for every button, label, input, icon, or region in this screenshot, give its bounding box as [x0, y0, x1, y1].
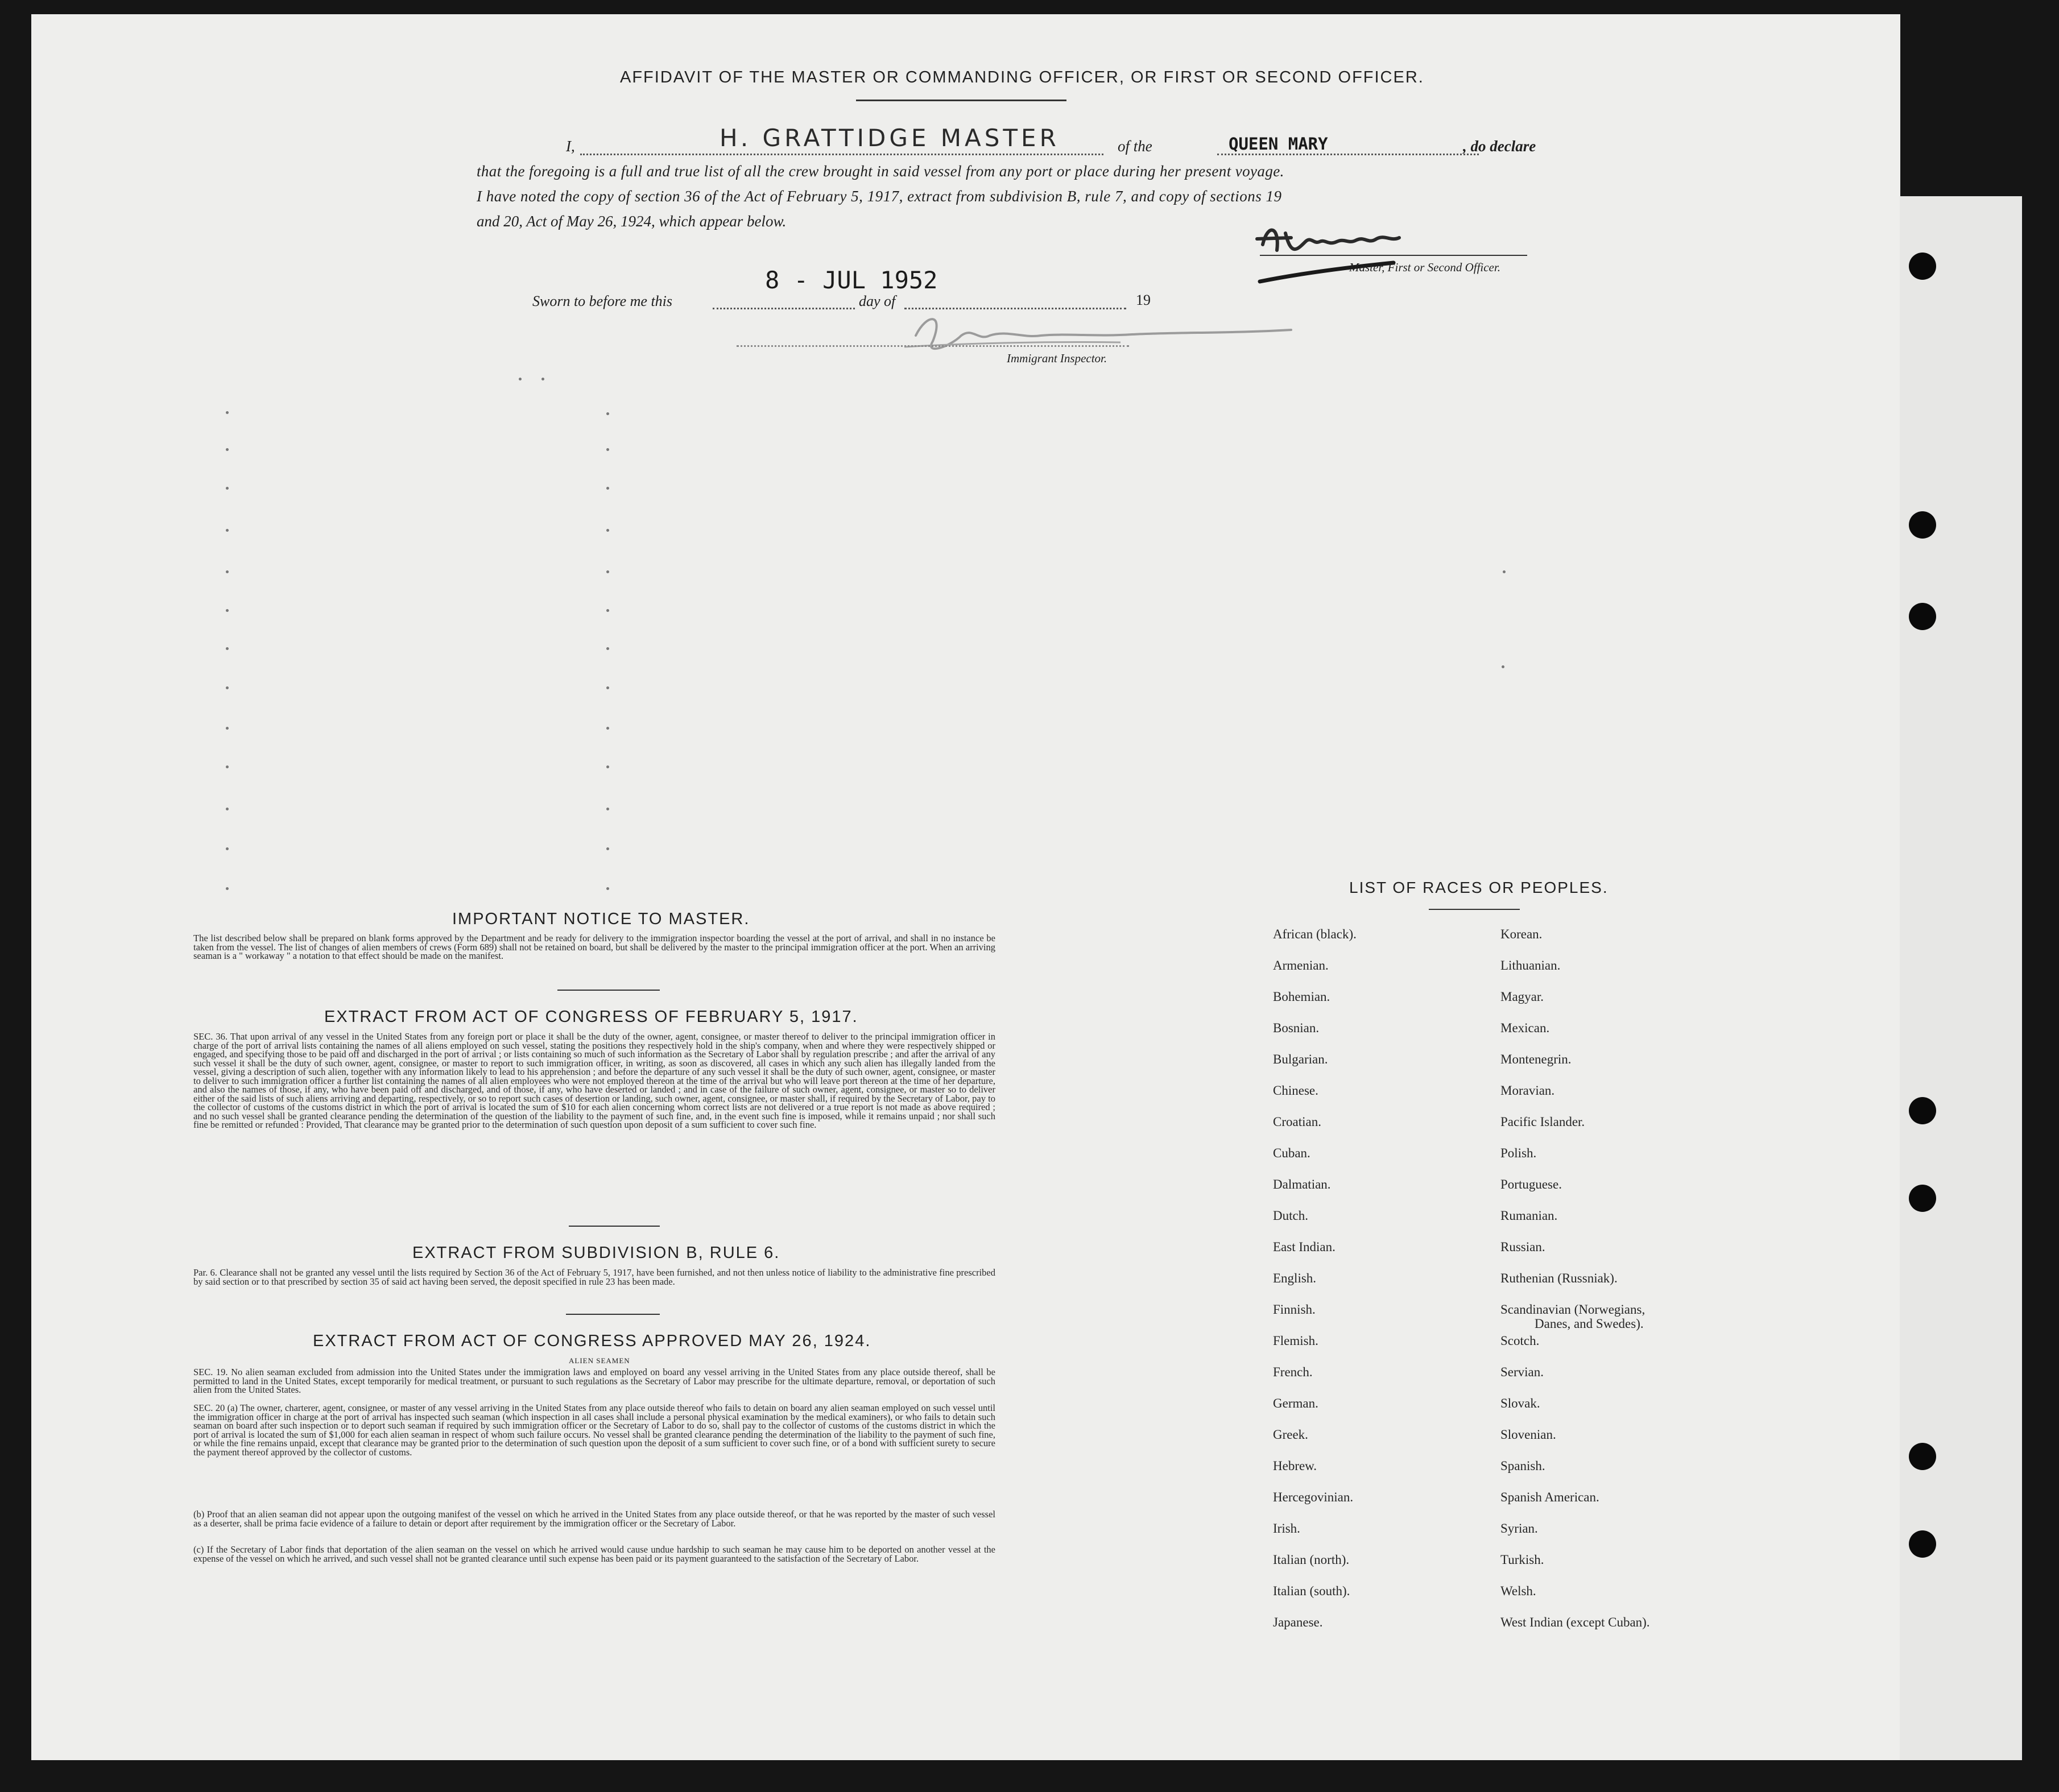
dot-mark [606, 487, 609, 490]
binder-hole [1909, 1185, 1936, 1212]
notice-title: IMPORTANT NOTICE TO MASTER. [452, 910, 750, 928]
race-item: Finnish. [1273, 1302, 1316, 1317]
vessel-name-stamp: QUEEN MARY [1229, 134, 1328, 154]
dot-mark [541, 378, 544, 380]
race-item: Bohemian. [1273, 990, 1330, 1004]
race-item: Italian (south). [1273, 1584, 1350, 1598]
race-item: Montenegrin. [1500, 1052, 1572, 1066]
race-item: Welsh. [1500, 1584, 1536, 1598]
race-item: Ruthenian (Russniak). [1500, 1271, 1618, 1285]
dot-mark [226, 411, 229, 414]
race-item: French. [1273, 1365, 1313, 1379]
race-item: Italian (north). [1273, 1553, 1350, 1567]
affidavit-line-3: I have noted the copy of section 36 of the Act of February 5, 1917, extract from subdivision B, rule 7, and copy of sections 19 [477, 188, 1282, 205]
date-stamp: 8 - JUL 1952 [765, 266, 938, 294]
extract-1924-sec19: SEC. 19. No alien seaman excluded from admission into the United States under the immigration laws and employed on board any vessel arriving in the United States from any place outside thereof, shall be permitted to land in the United States, except temporarily for medical treatment, or pursuant to such regulations as the Secretary of Labor may prescribe for the ultimate departure, removal, or deportation of such alien from the United States. [193, 1367, 995, 1395]
master-signature [1251, 210, 1445, 290]
dot-mark [226, 529, 229, 532]
rule-6-title: EXTRACT FROM SUBDIVISION B, RULE 6. [412, 1244, 780, 1262]
dot-mark [226, 448, 229, 451]
divider [566, 1314, 660, 1315]
year-prefix: 19 [1136, 292, 1151, 308]
dot-mark [1502, 665, 1504, 668]
inspector-caption: Immigrant Inspector. [1007, 351, 1107, 365]
binder-hole [1909, 1097, 1936, 1124]
race-item: English. [1273, 1271, 1317, 1285]
extract-1917-text: SEC. 36. That upon arrival of any vessel in the United States from any foreign port or place it shall be the duty of the owner, agent, consignee, or master thereof to deliver to the principal immigration officer in charge of the port of arrival lists containing the names of all aliens employed on such vessel, stating the positions they respectively hold in the ship's company, when and where they were respectively shipped or engaged, and specifying those to be paid off and discharged in the port of arrival ; or lists containing so much of such information as the Secretary of Labor shall by regulation prescribe ; and after the arrival of any such vessel it shall be the duty of such owner, agent, consignee, or master to report to such immigration officer, in writing, as soon as discovered, all cases in which any such alien has illegally landed from the vessel, giving a description of such alien, together with any information likely to lead to his apprehension ; and before the departure of any such vessel it shall be the duty of such owner, agent, consignee, or master to deliver to such immigration officer a further list containing the names of all alien employees who were not employed thereon at the time of the arrival but who will leave port thereon at the time of her departure, and also the names of those, if any, who have been paid off and discharged, and of those, if any, who have deserted or landed ; and in case of the failure of such owner, agent, consignee, or master so to deliver either of the said lists of such aliens arriving and departing, respectively, or so to report such cases of desertion or landing, such owner, agent, consignee, or master shall, if required by the Secretary of Labor, pay to the collector of customs of the customs district in which the port of arrival is located the sum of $10 for each alien concerning whom correct lists are not delivered or a true report is not made as above required ; and no such vessel shall be granted clearance pending the determination of the question of the liability to the payment of such fine, and, in the event such fine is imposed, while it remains unpaid ; nor shall such fine be remitted or refunded : Provided, That clearance may be granted prior to the determination of such question upon deposit of a sum sufficient to cover such fine. [193, 1031, 995, 1130]
notice-text: The list described below shall be prepared on blank forms approved by the Department and be ready for delivery to the immigration inspector boarding the vessel at the port of arrival, and shall in no instance be taken from the vessel. The list of changes of alien members of crews (Form 689) shall not be retained on board, but shall be delivered by the master to the principal immigration officer at the port. When an arriving seaman is a " workaway " a notation to that effect should be made on the manifest. [193, 933, 995, 961]
dot-mark [606, 412, 609, 415]
extract-1924-sec20b: (b) Proof that an alien seaman did not appear upon the outgoing manifest of the vessel on which he arrived in the United States from any place outside thereof, or that he was reported by the master of such vessel as a deserter, shall be prima facie evidence of a failure to detain or deport after requirement by the immigration officer or the Secretary of Labor. [193, 1509, 995, 1529]
extract-1924-sec20a: SEC. 20 (a) The owner, charterer, agent, consignee, or master of any vessel arriving in the United States from any place outside thereof who fails to detain on board any alien seaman employed on such vessel until the immigration officer in charge at the port of arrival has inspected such seaman (which inspection in all cases shall include a personal physical examination by the medical examiners), or who fails to detain such seaman on board after such inspection or to deport such seaman if required by such immigration officer or the Secretary of Labor to do so, shall pay to the collector of customs of the customs district in which the port of arrival is located the sum of $1,000 for each alien seaman in respect of whom such failure occurs. No vessel shall be granted clearance pending the determination of the liability to the payment of such fine, or while the fine remains unpaid, except that clearance may be granted prior to the determination of such question upon the deposit of a sum sufficient to cover such fine, or of a bond with sufficient surety to secure the payment thereof approved by the collector of customs. [193, 1402, 995, 1458]
race-item: German. [1273, 1396, 1318, 1410]
race-item: Slovenian. [1500, 1427, 1556, 1442]
master-caption: Master, First or Second Officer. [1349, 260, 1500, 274]
vessel-name-line [1217, 154, 1479, 155]
race-item: Dalmatian. [1273, 1177, 1331, 1191]
races-title: LIST OF RACES OR PEOPLES. [1349, 879, 1609, 896]
binder-tab-edge [1900, 196, 2022, 1760]
race-item-continuation: Danes, and Swedes). [1535, 1317, 1644, 1331]
title-underline [856, 100, 1066, 101]
race-item: West Indian (except Cuban). [1500, 1615, 1650, 1629]
race-item: Scandinavian (Norwegians, [1500, 1302, 1645, 1317]
rule-6-text: Par. 6. Clearance shall not be granted any vessel until the lists required by Section 36 of the Act of February 5, 1917, have been furnished, and not then unless notice of liability to the administrative fine prescribed by said section or to that prescribed by section 35 of said act having been served, the deposit specified in rule 23 has been made. [193, 1267, 995, 1287]
race-item: Chinese. [1273, 1083, 1318, 1098]
dot-mark [606, 570, 609, 573]
race-item: Turkish. [1500, 1553, 1544, 1567]
race-item: Moravian. [1500, 1083, 1555, 1098]
dot-mark [606, 765, 609, 768]
race-item: Bulgarian. [1273, 1052, 1328, 1066]
dot-mark [226, 570, 229, 573]
dot-mark [519, 378, 522, 380]
master-name-handwritten: H. GRATTIDGE MASTER [720, 124, 1060, 152]
binder-hole [1909, 603, 1936, 630]
inspector-signature-line [737, 345, 1129, 347]
master-name-line [580, 154, 1103, 155]
race-item: Portuguese. [1500, 1177, 1562, 1191]
race-item: Polish. [1500, 1146, 1537, 1160]
binder-hole [1909, 1443, 1936, 1470]
dot-mark [226, 727, 229, 730]
alien-seamen-subtitle: ALIEN SEAMEN [569, 1356, 630, 1365]
affidavit-line-2: that the foregoing is a full and true list of all the crew brought in said vessel from any port or place during her present voyage. [477, 163, 1284, 180]
race-item: Russian. [1500, 1240, 1545, 1254]
dot-mark [606, 686, 609, 689]
binder-hole [1909, 511, 1936, 539]
race-item: Flemish. [1273, 1334, 1318, 1348]
divider [569, 1226, 660, 1227]
race-item: Servian. [1500, 1365, 1544, 1379]
dot-mark [226, 686, 229, 689]
dot-mark [1503, 570, 1506, 573]
dot-mark [606, 529, 609, 532]
race-item: Croatian. [1273, 1115, 1321, 1129]
race-item: Korean. [1500, 927, 1543, 941]
dot-mark [606, 609, 609, 612]
affidavit-line-4: and 20, Act of May 26, 1924, which appear below. [477, 213, 787, 230]
race-item: Spanish American. [1500, 1490, 1599, 1504]
race-item: Dutch. [1273, 1209, 1308, 1223]
dot-mark [606, 847, 609, 850]
race-item: Japanese. [1273, 1615, 1323, 1629]
race-item: Armenian. [1273, 958, 1329, 972]
race-item: Spanish. [1500, 1459, 1545, 1473]
manifest-page [31, 14, 1900, 1760]
i-label: I, [566, 138, 575, 155]
master-signature-line [1260, 255, 1527, 256]
race-item: Mexican. [1500, 1021, 1550, 1035]
affidavit-title: AFFIDAVIT OF THE MASTER OR COMMANDING OFFICER, OR FIRST OR SECOND OFFICER. [620, 68, 1424, 86]
dot-mark [226, 765, 229, 768]
race-item: Greek. [1273, 1427, 1308, 1442]
dot-mark [226, 487, 229, 490]
dot-mark [606, 647, 609, 650]
sworn-day-line [713, 308, 855, 309]
day-of-label: day of [859, 293, 896, 309]
sworn-label: Sworn to before me this [532, 293, 673, 309]
race-item: African (black). [1273, 927, 1357, 941]
divider [557, 990, 660, 991]
race-item: Slovak. [1500, 1396, 1540, 1410]
dot-mark [226, 808, 229, 810]
dot-mark [606, 887, 609, 890]
dot-mark [606, 448, 609, 451]
race-item: Pacific Islander. [1500, 1115, 1585, 1129]
race-item: Cuban. [1273, 1146, 1310, 1160]
race-item: Irish. [1273, 1521, 1300, 1536]
extract-1924-title: EXTRACT FROM ACT OF CONGRESS APPROVED MAY 26, 1924. [313, 1332, 871, 1350]
race-item: East Indian. [1273, 1240, 1336, 1254]
binder-hole [1909, 1530, 1936, 1558]
dot-mark [606, 727, 609, 730]
race-item: Rumanian. [1500, 1209, 1558, 1223]
race-item: Lithuanian. [1500, 958, 1561, 972]
race-item: Magyar. [1500, 990, 1544, 1004]
race-item: Hercegovinian. [1273, 1490, 1354, 1504]
races-title-underline [1429, 909, 1520, 910]
dot-mark [606, 808, 609, 810]
dot-mark [226, 609, 229, 612]
dot-mark [226, 647, 229, 650]
binder-hole [1909, 253, 1936, 280]
race-item: Syrian. [1500, 1521, 1538, 1536]
do-declare-label: , do declare [1463, 138, 1536, 155]
dot-mark [226, 847, 229, 850]
race-item: Bosnian. [1273, 1021, 1320, 1035]
extract-1924-sec20c: (c) If the Secretary of Labor finds that deportation of the alien seaman on the vessel on which he arrived would cause undue hardship to such seaman he may cause him to be deported on another vessel at the expense of the vessel on which he arrived, and such vessel shall not be granted clearance until such expense has been paid or its payment guaranteed to the satisfaction of the Secretary of Labor. [193, 1544, 995, 1564]
race-item: Hebrew. [1273, 1459, 1317, 1473]
dot-mark [226, 887, 229, 890]
extract-1917-title: EXTRACT FROM ACT OF CONGRESS OF FEBRUARY 5, 1917. [324, 1008, 858, 1026]
of-the-label: of the [1118, 138, 1152, 155]
race-item: Scotch. [1500, 1334, 1540, 1348]
